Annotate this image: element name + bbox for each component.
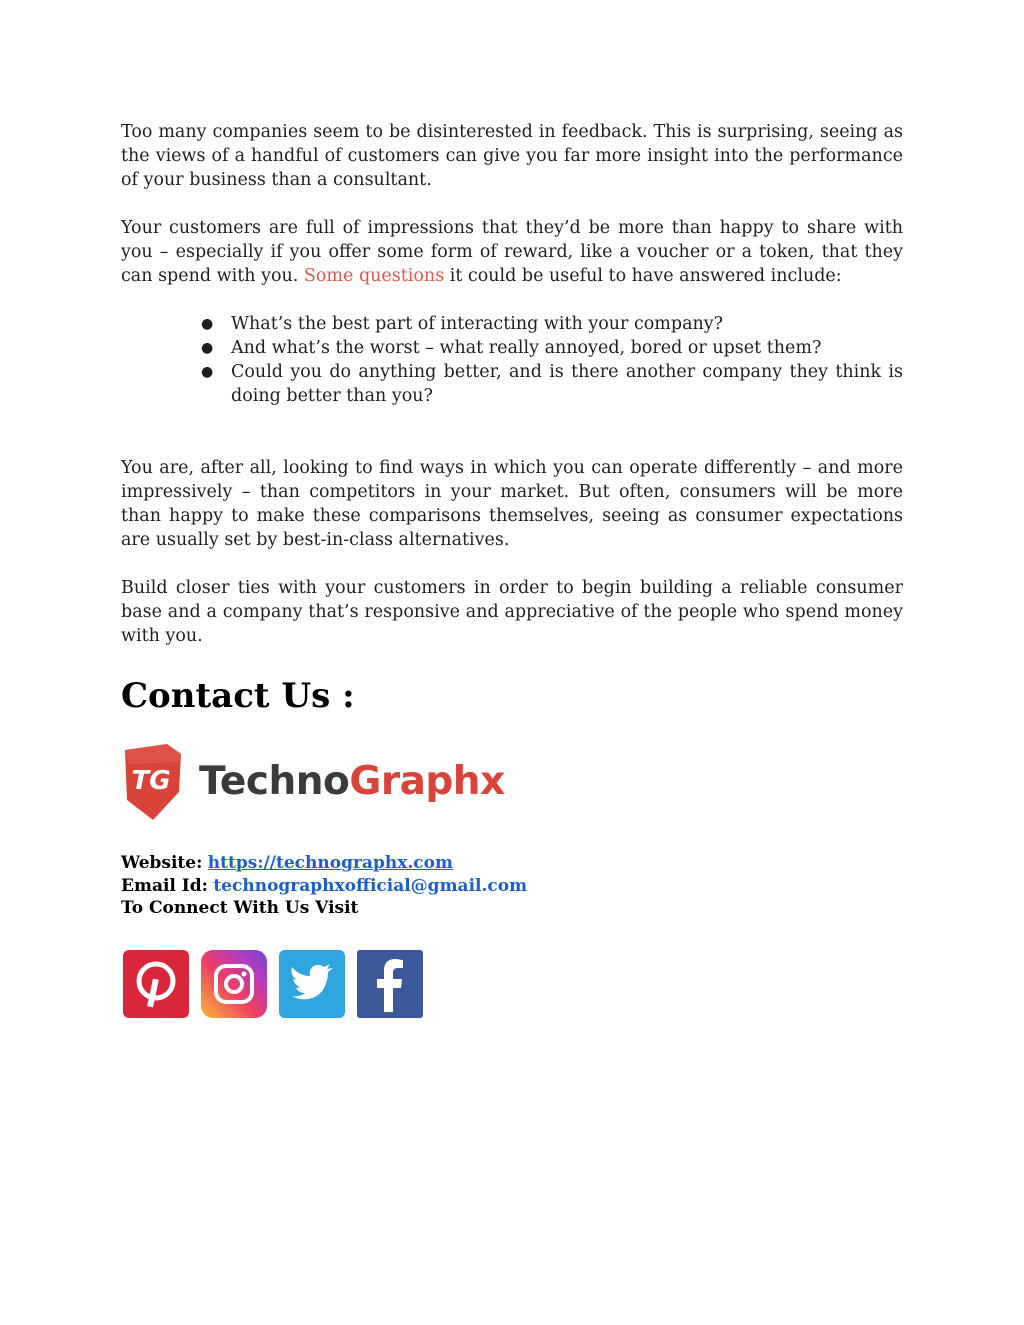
logo-badge-text: TG (131, 766, 171, 796)
some-questions-link[interactable]: Some questions (303, 266, 445, 286)
contact-heading: Contact Us : (121, 676, 355, 716)
list-item-text: Could you do anything better, and is there another company they think is doing better than you? (231, 362, 903, 406)
paragraph-impressions-text: Your customers are full of impressions that they’d be more than happy to share with you – especially if you offer some form of reward, like a voucher or a token, that they can spend with you. (121, 218, 903, 286)
paragraph-feedback: Too many companies seem to be disinterested in feedback. This is surprising, seeing as the views of a handful of customers can give you far more insight into the performance of your business than a consultant. (121, 122, 903, 190)
questions-list (121, 312, 903, 408)
list-item (201, 360, 903, 408)
email-line (121, 875, 903, 898)
connect-label: To Connect With Us Visit (121, 898, 359, 918)
email-link[interactable]: technographxofficial@gmail.com (213, 875, 528, 896)
logo-word-techno: Techno (199, 759, 350, 804)
list-item-text: And what’s the worst – what really annoyed, bored or upset them? (231, 338, 822, 358)
bullet-icon: ● (201, 316, 214, 332)
instagram-icon[interactable] (201, 950, 267, 1018)
facebook-icon[interactable] (357, 950, 423, 1018)
pinterest-icon[interactable] (123, 950, 189, 1018)
shield-logo-icon (121, 742, 185, 822)
website-label: Website: (121, 853, 203, 873)
logo-wordmark (199, 759, 505, 804)
document-page (121, 120, 903, 1018)
bullet-icon: ● (201, 340, 214, 356)
list-item-text: What’s the best part of interacting with your company? (231, 314, 724, 334)
list-item (201, 336, 903, 360)
list-item (201, 312, 903, 336)
website-line (121, 852, 903, 875)
paragraph-competitors: You are, after all, looking to find ways in which you can operate differently – and more impressively – than competitors in your market. But often, consumers will be more than happy to make these comparisons themselves, seeing as consumer expectations are usually set by best-in-class alternatives. (121, 458, 903, 550)
logo-word-graphx: Graphx (349, 759, 505, 804)
connect-line (121, 897, 903, 920)
bullet-icon: ● (201, 364, 214, 380)
contact-details (121, 852, 903, 920)
social-icons-row (123, 950, 903, 1018)
paragraph-closer-ties: Build closer ties with your customers in order to begin building a reliable consumer base and a company that’s responsive and appreciative of the people who spend money with you. (121, 578, 903, 646)
twitter-icon[interactable] (279, 950, 345, 1018)
paragraph-impressions (121, 216, 903, 288)
technographx-logo (121, 740, 903, 824)
paragraph-impressions-tail: it could be useful to have answered include: (444, 266, 842, 286)
website-link[interactable]: https://technographx.com (207, 853, 453, 873)
email-label: Email Id: (121, 875, 208, 896)
